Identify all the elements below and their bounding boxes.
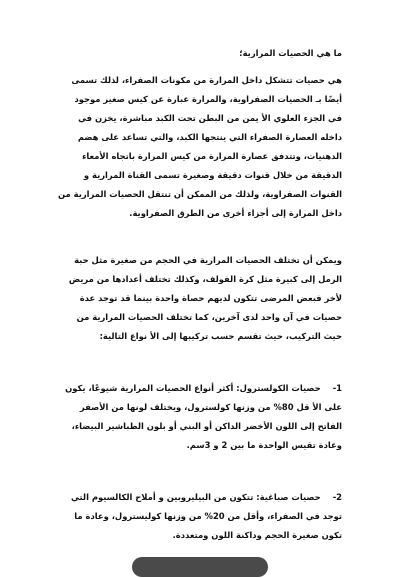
variety-paragraph: ويمكن أن تختلف الحصيات المرارية في الحجم من صغيرة مثل حبة الرمل إلى كبيرة مثل كرة الفولف، وكذلك تختلف أعدادها من مريض لأخر فبعض المرضى تتكون لديهم حصاة واحدة بينما قد توجد عدة حصيات في آن واحد لدى آخرين، كما تختلف الحصيات المرارية من حيث التركيب، حيث تقسم حسب تركيبها إلى الأ نواع التالية: [68, 255, 342, 341]
section-heading: ما هي الحصيات المرارية؛ [239, 48, 342, 58]
page-indicator-toolbar[interactable] [132, 557, 268, 577]
list-item [58, 379, 342, 455]
list-item-text: حصيات الكولسترول: أكثر أنواع الحصيات المرارية شيوعًا، يكون على الأ قل 80% من وزنها كولسترول، ويختلف لونها من الأصفر الفاتح إلى اللون الأخضر الداكن أو البني أو بلون الطباشير البيضاء، وعادة تقيس الواحدة ما بين 2 و 3سم. [65, 383, 342, 450]
list-item-number: 2- [332, 492, 342, 502]
intro-paragraph: هي حصيات تتشكل داخل المرارة من مكونات الصفراء، لذلك تسمى أيضًا بـ الحصيات الصفراوية، والمرارة عبارة عن كيس صغير موجود في الجزء العلوي الأ يمن من البطن تحت الكبد مباشرة، يخزن في داخله العصارة الصفراء التي ينتجها الكبد، والتي تساعد على هضم الدهنيات، وتتدفق عصارة المرارة من كيس المرارة باتجاه الأمعاء الدقيقة من خلال قنوات دقيقة وصغيرة تسمى القناة المرارية و القنوات الصفراوية، ولذلك من الممكن أن تنتقل الحصيات المرارية من داخل المرارة إلى أجزاء أخرى من الطرق الصفراوية. [58, 75, 342, 218]
list-item [58, 488, 342, 545]
list-item-number: 1- [332, 383, 342, 393]
document-body [58, 44, 342, 578]
list-item-text: حصيات صباغية: تتكون من البيليروبين و أملاح الكالسيوم التي توجد في الصفراء، وأقل من 20% من وزنها كوليسترول، وعادة ما تكون صغيرة الحجم وداكنة اللون ومتعددة. [71, 492, 342, 540]
